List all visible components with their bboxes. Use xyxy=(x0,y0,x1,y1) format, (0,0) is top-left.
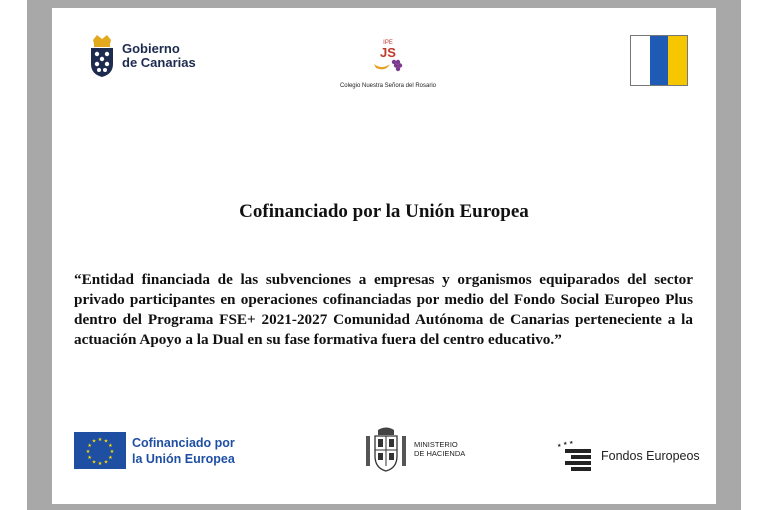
svg-text:★: ★ xyxy=(108,443,113,449)
eu-line2: la Unión Europea xyxy=(132,451,235,466)
colegio-badge: IPE xyxy=(383,40,393,46)
flag-stripe-yellow xyxy=(668,36,687,85)
svg-text:★: ★ xyxy=(569,441,574,446)
document-title: Cofinanciado por la Unión Europea xyxy=(239,201,529,222)
svg-text:★: ★ xyxy=(97,461,103,467)
document-sheet xyxy=(52,8,716,504)
spain-coat-of-arms-icon xyxy=(364,426,408,472)
ministerio-hacienda-logo xyxy=(364,426,465,472)
hacienda-line2: DE HACIENDA xyxy=(414,449,466,458)
document-body: “Entidad financiada de las subvenciones a empresas y organismos equiparados del sector privado participantes en operaciones cofinanciadas por medio del Fondo Social Europeo Plus dentro del Programa FSE+ 2021-2027 Comunidad Autónoma de Canarias perteneciente a la actuación Apoyo a la Dual en su fase formativa fuera del centro educativo.” xyxy=(74,271,693,348)
svg-text:★: ★ xyxy=(557,443,562,449)
gobierno-line2: de Canarias xyxy=(122,55,196,70)
svg-text:★: ★ xyxy=(108,455,113,461)
svg-text:★: ★ xyxy=(563,441,568,447)
svg-text:★: ★ xyxy=(91,459,97,466)
svg-text:★: ★ xyxy=(87,455,92,461)
svg-text:★: ★ xyxy=(103,459,109,466)
svg-text:★: ★ xyxy=(103,438,109,445)
flag-stripe-white xyxy=(631,36,650,85)
svg-text:★: ★ xyxy=(85,449,91,455)
eu-flag-icon xyxy=(74,432,126,469)
colegio-name: Colegio Nuestra Señora del Rosario xyxy=(339,83,437,89)
fondos-label: Fondos Europeos xyxy=(601,449,700,463)
coat-of-arms-icon xyxy=(88,34,116,78)
eu-line1: Cofinanciado por xyxy=(132,435,235,450)
fondos-europeos-icon xyxy=(557,441,595,471)
gobierno-line1: Gobierno xyxy=(122,41,180,56)
colegio-initials: JS xyxy=(380,45,396,60)
svg-text:★: ★ xyxy=(97,437,103,443)
colegio-emblem-icon xyxy=(368,38,408,76)
fondos-europeos-logo xyxy=(557,441,700,471)
svg-text:★: ★ xyxy=(109,449,115,455)
page-frame-right xyxy=(741,0,768,510)
eu-cofinanced-logo xyxy=(74,432,235,469)
svg-text:★: ★ xyxy=(91,438,97,445)
svg-text:★: ★ xyxy=(87,443,92,449)
hacienda-line1: MINISTERIO xyxy=(414,440,458,449)
page-frame-left xyxy=(0,0,27,510)
flag-stripe-blue xyxy=(650,36,669,85)
gobierno-canarias-logo xyxy=(88,34,196,78)
colegio-logo xyxy=(328,38,448,89)
canarias-flag xyxy=(630,35,688,86)
